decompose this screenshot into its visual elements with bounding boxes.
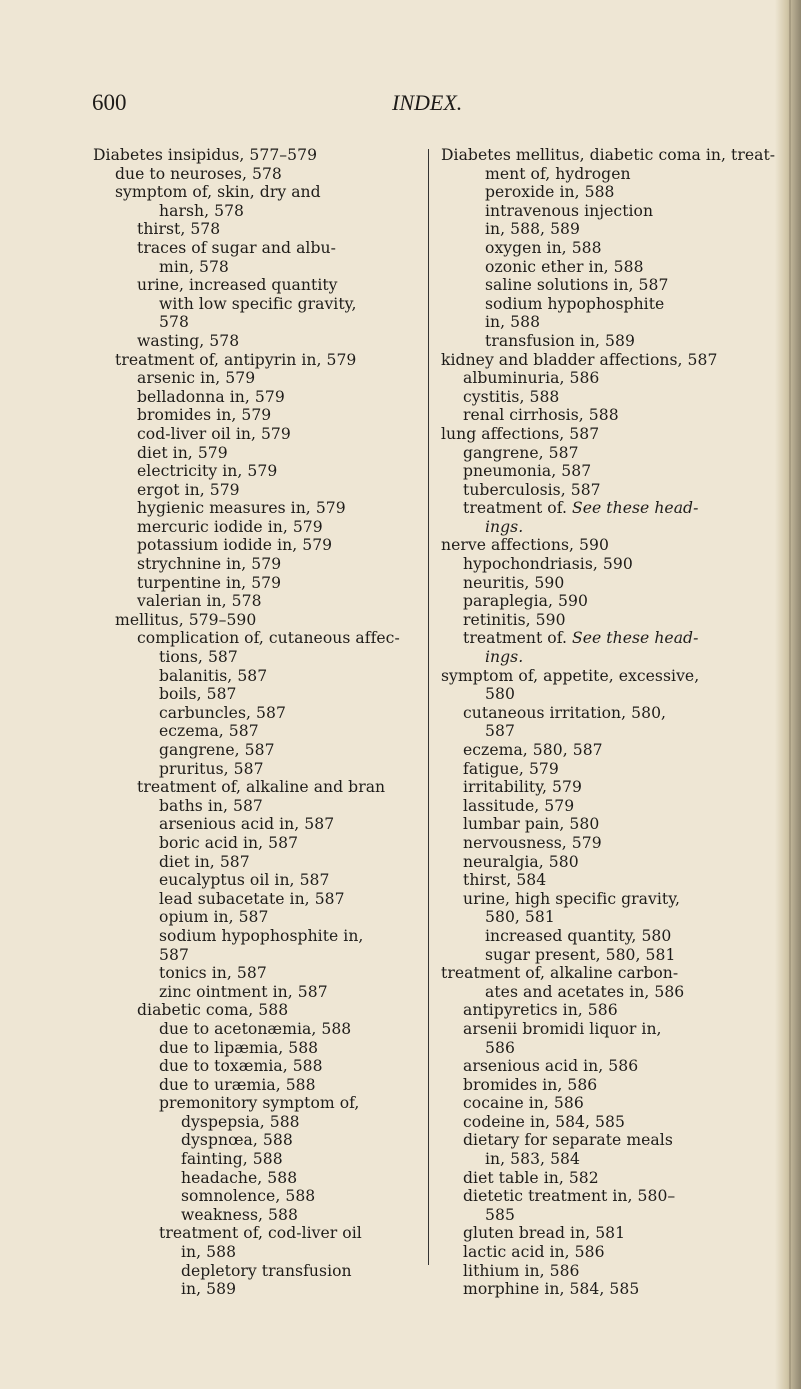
index-subentry: harsh, 578 [159,201,245,220]
index-subentry: mellitus, 579–590 [115,610,257,629]
index-subentry: in, 589 [181,1280,237,1299]
page-edge-shadow [775,0,801,1389]
index-subentry: sodium hypophosphite [485,294,665,313]
index-subentry: diet in, 587 [159,852,250,871]
index-subentry: with low specific gravity, [159,294,357,313]
index-subentry: diabetic coma, 588 [137,1001,289,1020]
index-subentry: symptom of, skin, dry and [115,183,321,202]
index-subentry: thirst, 578 [137,220,221,239]
index-subentry: dyspnœa, 588 [181,1131,293,1150]
index-subentry: lithium in, 586 [463,1261,580,1280]
index-subentry: ings. [485,648,524,667]
index-subentry: wasting, 578 [137,331,240,350]
index-subentry: opium in, 587 [159,908,269,927]
index-subentry: thirst, 584 [463,871,547,890]
index-subentry: 586 [485,1038,515,1057]
running-head: INDEX. [392,90,463,115]
index-subentry: dietetic treatment in, 580– [463,1187,676,1206]
index-subentry: neuralgia, 580 [463,852,579,871]
index-subentry: 587 [159,945,189,964]
index-subentry: in, 588 [181,1243,237,1262]
index-subentry: hypochondriasis, 590 [463,555,633,574]
page-header [0,90,801,130]
index-subentry: treatment of, cod-liver oil [159,1224,362,1243]
index-subentry: tuberculosis, 587 [463,480,601,499]
index-heading-entry: Diabetes mellitus, diabetic coma in, treat- [441,146,776,164]
index-subentry: due to acetonæmia, 588 [159,1019,352,1038]
index-subentry: treatment of, alkaline and bran [137,778,386,797]
index-subentry: sodium hypophosphite in, [159,926,364,945]
index-subentry: electricity in, 579 [137,462,278,481]
index-subentry: lactic acid in, 586 [463,1243,605,1262]
index-subentry: cod-liver oil in, 579 [137,424,291,443]
index-subentry: cystitis, 588 [463,387,560,406]
index-subentry: gluten bread in, 581 [463,1224,626,1243]
index-subentry: due to neuroses, 578 [115,164,282,183]
index-subentry: mercuric iodide in, 579 [137,517,323,536]
index-subentry: pruritus, 587 [159,759,264,778]
index-subentry: diet table in, 582 [463,1168,599,1187]
index-subentry: dyspepsia, 588 [181,1112,300,1131]
index-subentry: arsenic in, 579 [137,369,256,388]
index-subentry: in, 588 [485,313,541,332]
index-subentry: urine, high specific gravity, [463,889,681,908]
index-subentry: boils, 587 [159,685,237,704]
index-subentry: ergot in, 579 [137,480,240,499]
index-subentry: due to uræmia, 588 [159,1075,316,1094]
index-subentry: irritability, 579 [463,778,582,797]
index-subentry: min, 578 [159,257,229,276]
index-subentry: potassium iodide in, 579 [137,536,333,555]
index-subentry: due to lipæmia, 588 [159,1038,319,1057]
index-subentry: retinitis, 590 [463,610,566,629]
index-subentry: neuritis, 590 [463,573,565,592]
column-divider [428,149,429,1265]
index-subentry: urine, increased quantity [137,276,338,295]
index-subentry: eczema, 580, 587 [463,741,603,759]
index-subentry: bromides in, 579 [137,406,272,425]
page-edge-line [789,0,791,1389]
index-subentry: due to toxæmia, 588 [159,1057,323,1076]
index-subentry: carbuncles, 587 [159,703,286,722]
index-subentry: arsenious acid in, 586 [463,1057,639,1076]
index-subentry: renal cirrhosis, 588 [463,406,619,425]
index-subentry: intravenous injection [485,201,654,220]
index-subentry: gangrene, 587 [159,741,275,759]
index-subentry: arsenious acid in, 587 [159,815,335,834]
index-subentry: fainting, 588 [181,1150,283,1169]
index-subentry: fatigue, 579 [463,759,559,778]
index-subentry: 580 [485,685,515,704]
index-subentry: complication of, cutaneous affec- [137,629,400,648]
index-subentry: bromides in, 586 [463,1075,598,1094]
index-subentry: eczema, 587 [159,722,259,741]
index-subentry: ozonic ether in, 588 [485,257,644,276]
index-subentry: saline solutions in, 587 [485,276,669,295]
index-subentry: weakness, 588 [181,1205,298,1224]
index-heading-entry: lung affections, 587 [441,424,600,443]
index-subentry: gangrene, 587 [463,443,579,462]
index-subentry: zinc ointment in, 587 [159,982,328,1001]
index-subentry: codeine in, 584, 585 [463,1112,625,1131]
index-subentry: strychnine in, 579 [137,555,282,574]
index-subentry: 587 [485,722,515,741]
index-subentry: somnolence, 588 [181,1187,316,1206]
index-subentry: traces of sugar and albu- [137,238,336,257]
index-subentry: boric acid in, 587 [159,833,299,852]
index-subentry: belladonna in, 579 [137,387,285,406]
index-heading-entry: Diabetes insipidus, 577–579 [93,146,318,164]
index-subentry: treatment of. See these head- [463,499,699,518]
index-column-right [441,146,776,1299]
index-subentry: baths in, 587 [159,796,263,815]
index-subentry: ment of, hydrogen [485,164,631,183]
index-subentry: depletory transfusion [181,1261,352,1280]
index-subentry: arsenii bromidi liquor in, [463,1019,662,1038]
index-subentry: turpentine in, 579 [137,573,282,592]
page-number: 600 [92,90,127,115]
index-subentry: valerian in, 578 [137,592,262,611]
index-subentry: nervousness, 579 [463,833,602,852]
index-subentry: in, 588, 589 [485,220,580,239]
index-subentry: lassitude, 579 [463,796,575,815]
index-subentry: ates and acetates in, 586 [485,982,685,1001]
index-heading-entry: kidney and bladder affections, 587 [441,350,718,369]
index-subentry: hygienic measures in, 579 [137,499,346,518]
index-subentry: antipyretics in, 586 [463,1001,618,1020]
index-subentry: diet in, 579 [137,443,228,462]
index-heading-entry: treatment of, alkaline carbon- [441,964,679,983]
index-subentry: cutaneous irritation, 580, [463,703,667,722]
index-subentry: headache, 588 [181,1168,298,1187]
index-subentry: 578 [159,313,189,332]
index-column-left [93,146,411,1299]
index-subentry: premonitory symptom of, [159,1094,360,1113]
index-subentry: tions, 587 [159,648,238,667]
index-heading-entry: nerve affections, 590 [441,536,609,555]
index-subentry: morphine in, 584, 585 [463,1280,640,1299]
index-subentry: lumbar pain, 580 [463,815,600,834]
index-heading-entry: symptom of, appetite, excessive, [441,666,700,685]
index-subentry: balanitis, 587 [159,666,268,685]
index-subentry: increased quantity, 580 [485,926,672,945]
index-subentry: ings. [485,517,524,536]
index-subentry: lead subacetate in, 587 [159,889,345,908]
index-subentry: cocaine in, 586 [463,1094,584,1113]
index-subentry: oxygen in, 588 [485,238,602,257]
index-subentry: dietary for separate meals [463,1131,673,1150]
index-subentry: treatment of. See these head- [463,629,699,648]
index-subentry: peroxide in, 588 [485,183,615,202]
index-subentry: in, 583, 584 [485,1150,580,1169]
index-subentry: treatment of, antipyrin in, 579 [115,350,357,369]
index-subentry: 580, 581 [485,908,555,927]
index-subentry: albuminuria, 586 [463,369,600,388]
index-subentry: sugar present, 580, 581 [485,945,676,964]
index-subentry: tonics in, 587 [159,964,267,983]
index-subentry: eucalyptus oil in, 587 [159,871,330,890]
index-subentry: transfusion in, 589 [485,331,635,350]
index-subentry: paraplegia, 590 [463,592,588,611]
index-subentry: 585 [485,1205,515,1224]
index-subentry: pneumonia, 587 [463,462,592,481]
